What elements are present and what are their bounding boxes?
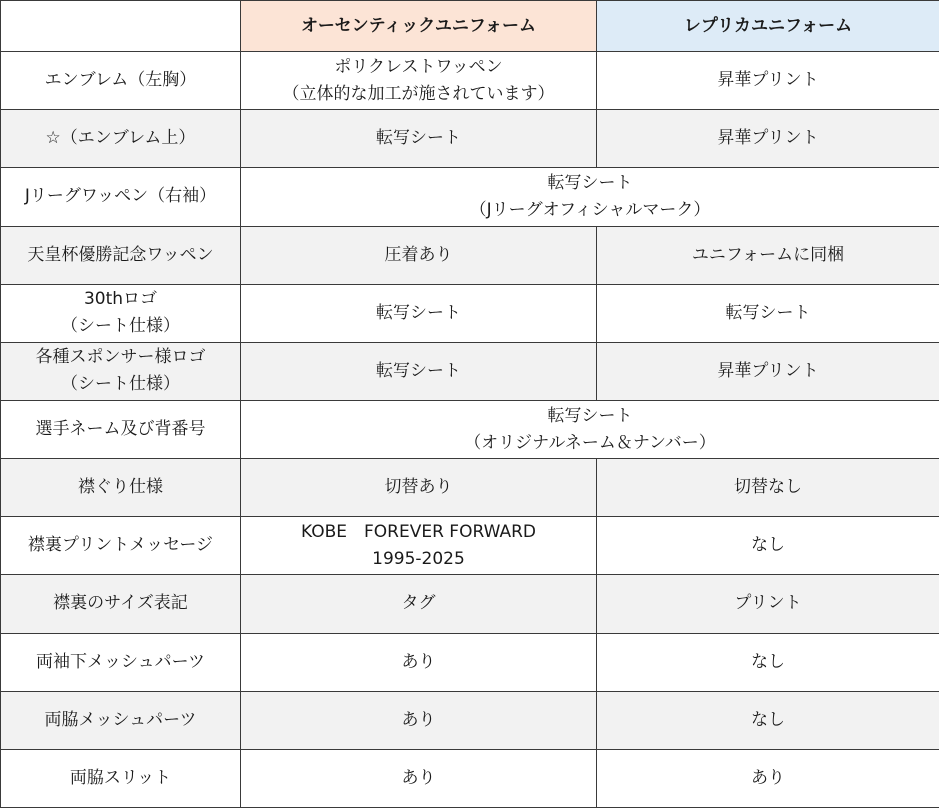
authentic-cell: 転写シート (241, 342, 597, 400)
replica-cell: 転写シート (597, 284, 939, 342)
replica-cell: ユニフォームに同梱 (597, 226, 939, 284)
row-label: 30thロゴ （シート仕様） (1, 284, 241, 342)
replica-cell: なし (597, 633, 939, 691)
row-label: ☆（エンブレム上） (1, 110, 241, 168)
replica-cell: 切替なし (597, 459, 939, 517)
table-row (1, 691, 939, 749)
authentic-cell: KOBE FOREVER FORWARD 1995-2025 (241, 517, 597, 575)
row-label: 両脇スリット (1, 749, 241, 807)
replica-cell: 昇華プリント (597, 342, 939, 400)
table-row (1, 284, 939, 342)
authentic-cell: 転写シート (241, 110, 597, 168)
table-row (1, 633, 939, 691)
replica-cell: 昇華プリント (597, 52, 939, 110)
table-row (1, 400, 939, 458)
authentic-cell: あり (241, 691, 597, 749)
table-row (1, 52, 939, 110)
table-row (1, 459, 939, 517)
row-label: Jリーグワッペン（右袖） (1, 168, 241, 226)
replica-cell: なし (597, 517, 939, 575)
replica-cell: なし (597, 691, 939, 749)
header-authentic: オーセンティックユニフォーム (241, 1, 597, 52)
row-label: 天皇杯優勝記念ワッペン (1, 226, 241, 284)
row-label: 襟裏のサイズ表記 (1, 575, 241, 633)
authentic-cell: 転写シート (241, 284, 597, 342)
authentic-cell: ポリクレストワッペン （立体的な加工が施されています） (241, 52, 597, 110)
table-row (1, 342, 939, 400)
authentic-cell: あり (241, 749, 597, 807)
table-row (1, 168, 939, 226)
table-row (1, 226, 939, 284)
row-label: 襟裏プリントメッセージ (1, 517, 241, 575)
row-label: 選手ネーム及び背番号 (1, 400, 241, 458)
table-row (1, 575, 939, 633)
merged-cell: 転写シート （Jリーグオフィシャルマーク） (241, 168, 939, 226)
row-label: 各種スポンサー様ロゴ （シート仕様） (1, 342, 241, 400)
row-label: 両袖下メッシュパーツ (1, 633, 241, 691)
table-header-row (1, 1, 939, 52)
row-label: エンブレム（左胸） (1, 52, 241, 110)
table-row (1, 110, 939, 168)
replica-cell: プリント (597, 575, 939, 633)
merged-cell: 転写シート （オリジナルネーム＆ナンバー） (241, 400, 939, 458)
authentic-cell: あり (241, 633, 597, 691)
row-label: 両脇メッシュパーツ (1, 691, 241, 749)
authentic-cell: 切替あり (241, 459, 597, 517)
row-label: 襟ぐり仕様 (1, 459, 241, 517)
replica-cell: あり (597, 749, 939, 807)
authentic-cell: タグ (241, 575, 597, 633)
table-row (1, 749, 939, 807)
header-replica: レプリカユニフォーム (597, 1, 939, 52)
authentic-cell: 圧着あり (241, 226, 597, 284)
replica-cell: 昇華プリント (597, 110, 939, 168)
table-row (1, 517, 939, 575)
header-corner-cell (1, 1, 241, 52)
